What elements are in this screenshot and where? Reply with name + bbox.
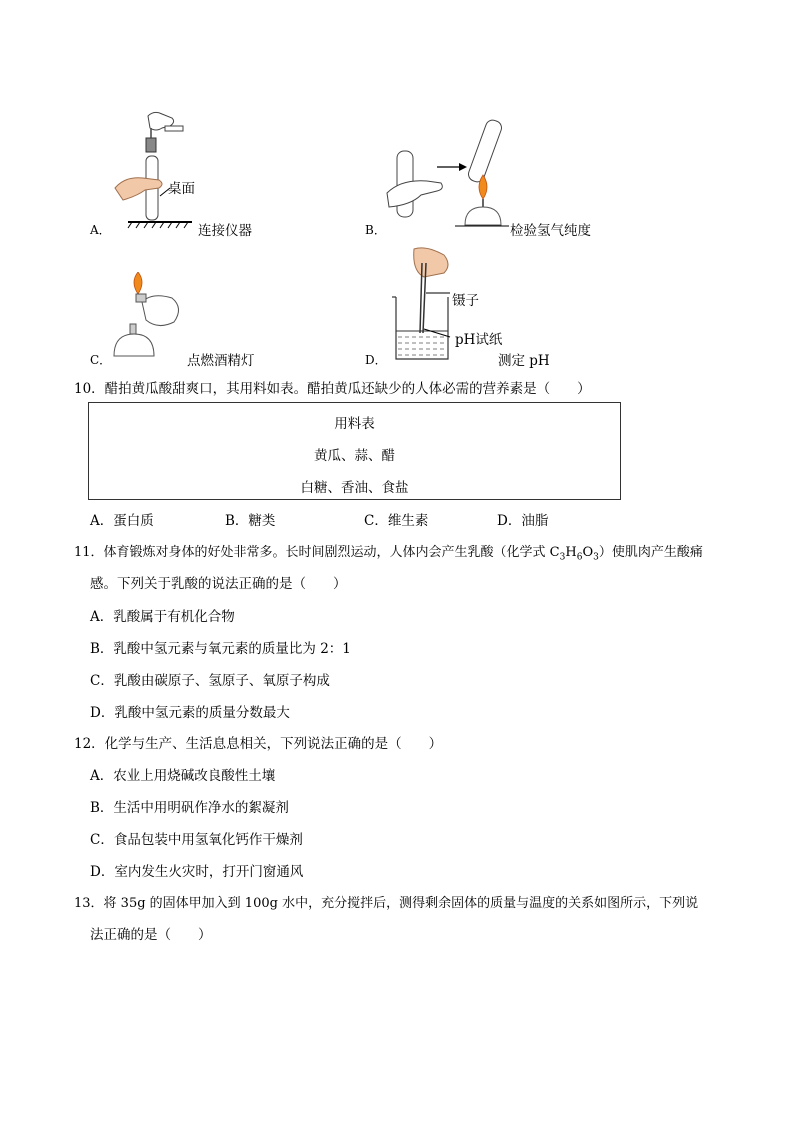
option-a-letter: A．	[90, 223, 111, 237]
q13-stem-line2: 法正确的是（ ）	[90, 927, 212, 943]
q12-option-a: A．农业上用烧碱改良酸性土壤	[90, 768, 276, 784]
hydrogen-purity-test-figure	[385, 115, 515, 235]
measure-ph-figure	[390, 245, 460, 363]
q11-option-a: A．乳酸属于有机化合物	[90, 609, 235, 625]
label-tweezers: 镊子	[452, 293, 479, 309]
q10-option-d: D．油脂	[497, 513, 549, 529]
q10-option-b: B．糖类	[225, 513, 276, 529]
q10-stem: 10．醋拍黄瓜酸甜爽口，其用料如表。醋拍黄瓜还缺少的人体必需的营养素是（ ）	[74, 381, 591, 397]
light-alcohol-lamp-figure	[110, 272, 190, 362]
q10-option-a: A．蛋白质	[90, 513, 154, 529]
label-table-surface: 桌面	[168, 181, 195, 197]
ingredient-row-2: 白糖、香油、食盐	[300, 480, 409, 496]
option-d-letter: D．	[365, 353, 387, 367]
ingredient-table	[88, 402, 621, 500]
label-ph-paper: pH试纸	[455, 332, 503, 348]
q11-option-d: D．乳酸中氢元素的质量分数最大	[90, 705, 290, 721]
q11-stem-line1: 11．体育锻炼对身体的好处非常多。长时间剧烈运动，人体内会产生乳酸（化学式 $C_3H_6O_3$）使肌肉产生酸痛	[74, 545, 703, 563]
ingredient-table-title: 用料表	[334, 416, 375, 432]
q13-stem-line1: 13．将 35g 的固体甲加入到 100g 水中，充分搅拌后，测得剩余固体的质量与温度的关系如图所示，下列说	[74, 896, 699, 911]
option-c-letter: C．	[90, 353, 112, 367]
q11-stem-line2: 感。下列关于乳酸的说法正确的是（ ）	[90, 576, 347, 592]
caption-connect-apparatus: 连接仪器	[198, 223, 252, 239]
caption-hydrogen-purity: 检验氢气纯度	[510, 223, 591, 239]
q12-option-b: B．生活中用明矾作净水的絮凝剂	[90, 800, 289, 816]
q11-option-b: B．乳酸中氢元素与氧元素的质量比为 2：1	[90, 641, 351, 657]
caption-measure-ph: 测定 pH	[498, 353, 550, 369]
q10-option-c: C．维生素	[364, 513, 429, 529]
q12-stem: 12．化学与生产、生活息息相关，下列说法正确的是（ ）	[74, 736, 443, 752]
ingredient-row-1: 黄瓜、蒜、醋	[314, 448, 395, 464]
connect-apparatus-figure	[110, 108, 200, 233]
q11-option-c: C．乳酸由碳原子、氢原子、氧原子构成	[90, 673, 330, 689]
option-b-letter: B．	[365, 223, 386, 237]
q12-option-d: D．室内发生火灾时，打开门窗通风	[90, 864, 304, 880]
q12-option-c: C．食品包装中用氢氧化钙作干燥剂	[90, 832, 303, 848]
caption-light-lamp: 点燃酒精灯	[187, 353, 255, 369]
